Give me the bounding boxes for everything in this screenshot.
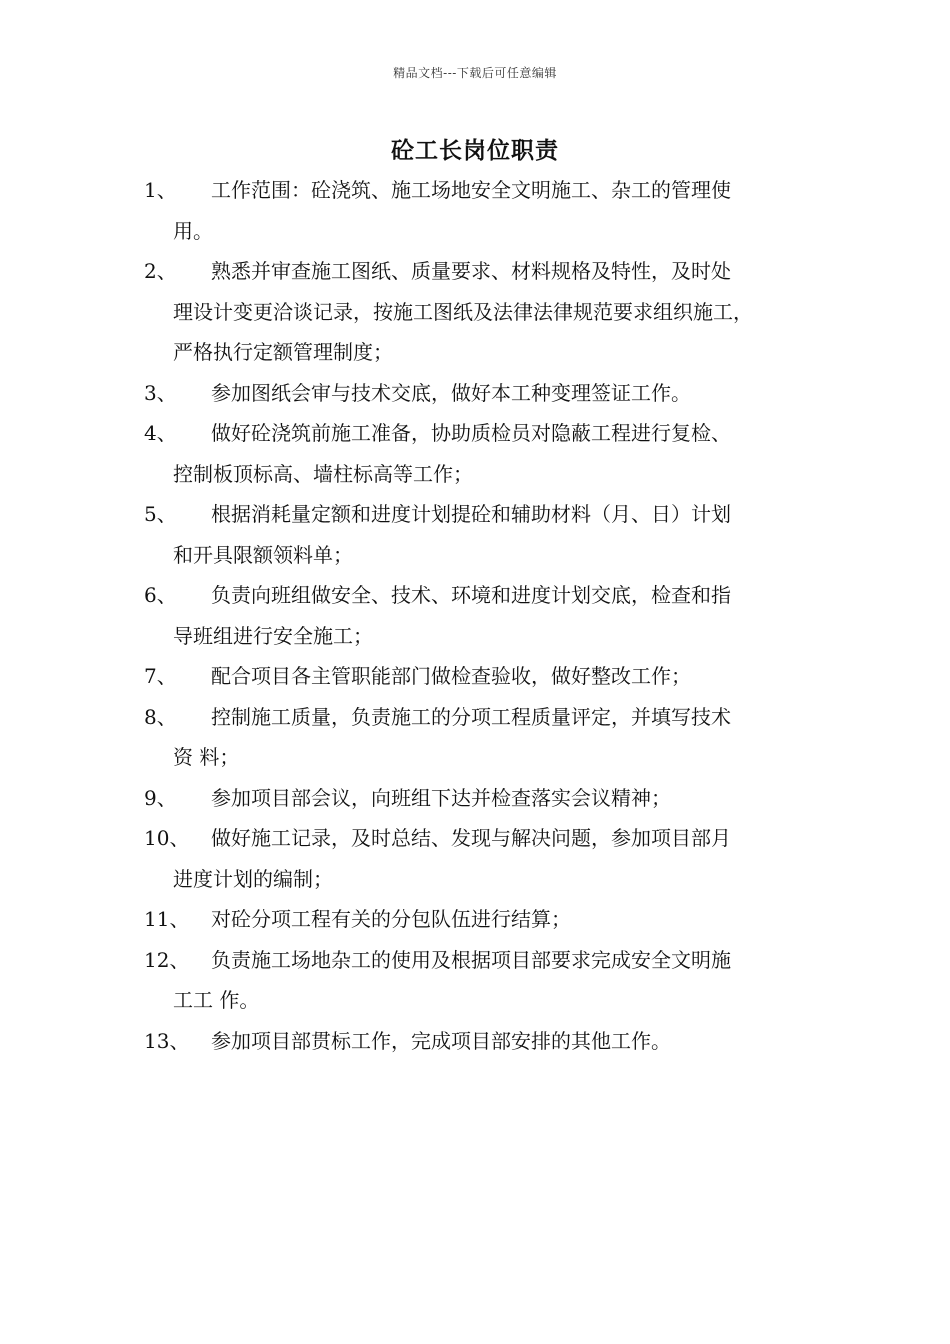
list-item-text: 参加项目部贯标工作，完成项目部安排的其他工作。 <box>211 1028 671 1053</box>
list-item-text: 工作范围：砼浇筑、施工场地安全文明施工、杂工的管理使 <box>211 178 731 202</box>
list-item-number: 10、 <box>144 826 190 850</box>
list-item-line <box>144 454 824 495</box>
list-item <box>144 575 824 656</box>
list-item <box>144 1021 824 1062</box>
list-item-text: 配合项目各主管职能部门做检查验收，做好整改工作； <box>211 664 691 688</box>
list-item-text: 熟悉并审查施工图纸、质量要求、材料规格及特性，及时处 <box>211 259 731 283</box>
list-item-line <box>144 332 824 373</box>
list-item-line <box>144 859 824 900</box>
list-item-number: 5、 <box>144 502 177 526</box>
list-item-line <box>144 211 824 252</box>
list-item-text: 工工 作。 <box>173 988 260 1012</box>
list-item-text: 理设计变更洽谈记录，按施工图纸及法律法律规范要求组织施工， <box>173 299 753 324</box>
list-item <box>144 899 824 940</box>
list-item-text: 做好砼浇筑前施工准备，协助质检员对隐蔽工程进行复检、 <box>211 421 731 445</box>
list-item-number: 11、 <box>144 907 190 931</box>
list-item <box>144 656 824 697</box>
list-item-line <box>144 737 824 778</box>
list-item <box>144 251 824 373</box>
list-item <box>144 818 824 899</box>
list-item <box>144 373 824 414</box>
list-item-line <box>144 292 824 333</box>
list-item-text: 进度计划的编制； <box>173 866 333 891</box>
list-item-line <box>144 616 824 657</box>
list-item-text: 和开具限额领料单； <box>173 542 353 567</box>
list-item-line <box>144 778 824 819</box>
list-item <box>144 778 824 819</box>
list-item-line <box>144 1021 824 1062</box>
list-item-line <box>144 818 824 859</box>
list-item-line <box>144 494 824 535</box>
list-item-number: 1、 <box>144 178 177 202</box>
list-item-number: 6、 <box>144 583 177 607</box>
list-item <box>144 413 824 494</box>
list-item-text: 用。 <box>173 218 213 243</box>
list-item-line <box>144 899 824 940</box>
list-item-number: 7、 <box>144 664 177 688</box>
list-item-number: 12、 <box>144 947 190 972</box>
list-item-line <box>144 980 824 1021</box>
list-item-text: 参加项目部会议，向班组下达并检查落实会议精神； <box>211 785 671 810</box>
list-item-line <box>144 697 824 738</box>
list-item-text: 根据消耗量定额和进度计划提砼和辅助材料（月、日）计划 <box>211 502 731 526</box>
duty-list <box>144 170 824 1061</box>
list-item <box>144 940 824 1021</box>
list-item-line <box>144 170 824 211</box>
list-item <box>144 494 824 575</box>
list-item-text: 对砼分项工程有关的分包队伍进行结算； <box>211 907 571 931</box>
list-item-text: 做好施工记录，及时总结、发现与解决问题，参加项目部月 <box>211 826 731 850</box>
list-item-number: 4、 <box>144 421 177 445</box>
list-item-line <box>144 535 824 576</box>
list-item-number: 2、 <box>144 259 177 283</box>
document-title: 砼工长岗位职责 <box>391 137 559 164</box>
list-item-text: 控制施工质量，负责施工的分项工程质量评定，并填写技术 <box>211 704 731 729</box>
list-item-line <box>144 656 824 697</box>
list-item-text: 导班组进行安全施工； <box>173 623 373 648</box>
list-item-text: 严格执行定额管理制度； <box>173 340 393 364</box>
list-item-text: 资 料； <box>173 745 240 769</box>
list-item-text: 参加图纸会审与技术交底，做好本工种变理签证工作。 <box>211 380 691 405</box>
list-item-line <box>144 251 824 292</box>
list-item-text: 负责向班组做安全、技术、环境和进度计划交底，检查和指 <box>211 583 731 607</box>
list-item-line <box>144 575 824 616</box>
list-item <box>144 697 824 778</box>
list-item-text: 控制板顶标高、墙柱标高等工作； <box>173 461 473 486</box>
list-item-number: 13、 <box>144 1028 190 1053</box>
page-header: 精品文档---下载后可任意编辑 <box>393 66 557 80</box>
list-item-line <box>144 373 824 414</box>
list-item-number: 9、 <box>144 785 177 810</box>
list-item <box>144 170 824 251</box>
list-item-line <box>144 940 824 981</box>
list-item-text: 负责施工场地杂工的使用及根据项目部要求完成安全文明施 <box>211 947 731 972</box>
list-item-number: 3、 <box>144 380 177 405</box>
list-item-line <box>144 413 824 454</box>
list-item-number: 8、 <box>144 704 177 729</box>
